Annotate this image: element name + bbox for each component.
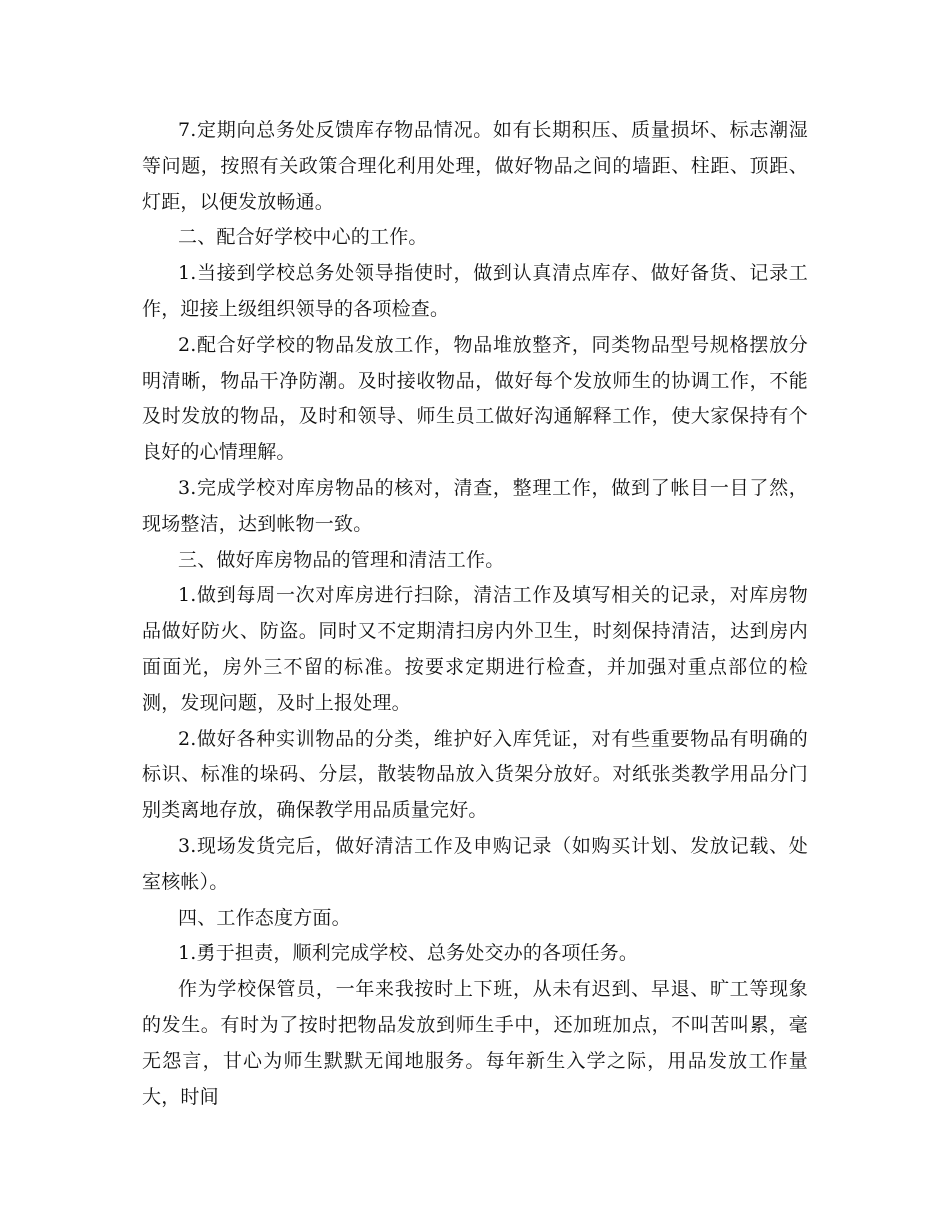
paragraph-item-1-responsibility: 1.勇于担责，顺利完成学校、总务处交办的各项任务。 <box>178 942 639 965</box>
paragraph-custodian-service: 作为学校保管员，一年来我按时上下班，从未有迟到、早退、旷工等现象的发生。有时为了按时把物品发放到师生手中，还加班加点，不叫苦叫累，毫无怨言，甘心为师生默默无闻地服务。每年新生入学之际，用品发放工作量大，时间 <box>142 978 808 1108</box>
section-heading-warehouse-management: 三、做好库房物品的管理和清洁工作。 <box>178 548 505 571</box>
document-body <box>142 113 808 1115</box>
section-heading-cooperate-school-center: 二、配合好学校中心的工作。 <box>178 226 428 249</box>
paragraph-item-3-records: 3.现场发货完后，做好清洁工作及申购记录（如购买计划、发放记载、处室核帐）。 <box>142 834 808 893</box>
paragraph-item-3-verification: 3.完成学校对库房物品的核对，清查，整理工作，做到了帐目一目了然，现场整洁，达到帐物一致。 <box>142 476 808 535</box>
paragraph-item-1-weekly-cleaning: 1.做到每周一次对库房进行扫除，清洁工作及填写相关的记录，对库房物品做好防火、防盗。同时又不定期清扫房内外卫生，时刻保持清洁，达到房内面面光，房外三不留的标准。按要求定期进行检查，并加强对重点部位的检测，发现问题，及时上报处理。 <box>142 584 808 714</box>
paragraph-item-1-inventory-check: 1.当接到学校总务处领导指使时，做到认真清点库存、做好备货、记录工作，迎接上级组织领导的各项检查。 <box>142 262 808 320</box>
section-heading-work-attitude: 四、工作态度方面。 <box>178 906 351 929</box>
paragraph-item-2-distribution: 2.配合好学校的物品发放工作，物品堆放整齐，同类物品型号规格摆放分明清晰，物品干净防潮。及时接收物品，做好每个发放师生的协调工作，不能及时发放的物品，及时和领导、师生员工做好沟通解释工作，使大家保持有个良好的心情理解。 <box>142 333 808 464</box>
paragraph-item-2-classification: 2.做好各种实训物品的分类，维护好入库凭证，对有些重要物品有明确的标识、标准的垛码、分层，散装物品放入货架分放好。对纸张类教学用品分门别类离地存放，确保教学用品质量完好。 <box>142 727 808 822</box>
paragraph-item-7-feedback: 7.定期向总务处反馈库存物品情况。如有长期积压、质量损坏、标志潮湿等问题，按照有关政策合理化利用处理，做好物品之间的墙距、柱距、顶距、灯距，以便发放畅通。 <box>142 119 808 213</box>
